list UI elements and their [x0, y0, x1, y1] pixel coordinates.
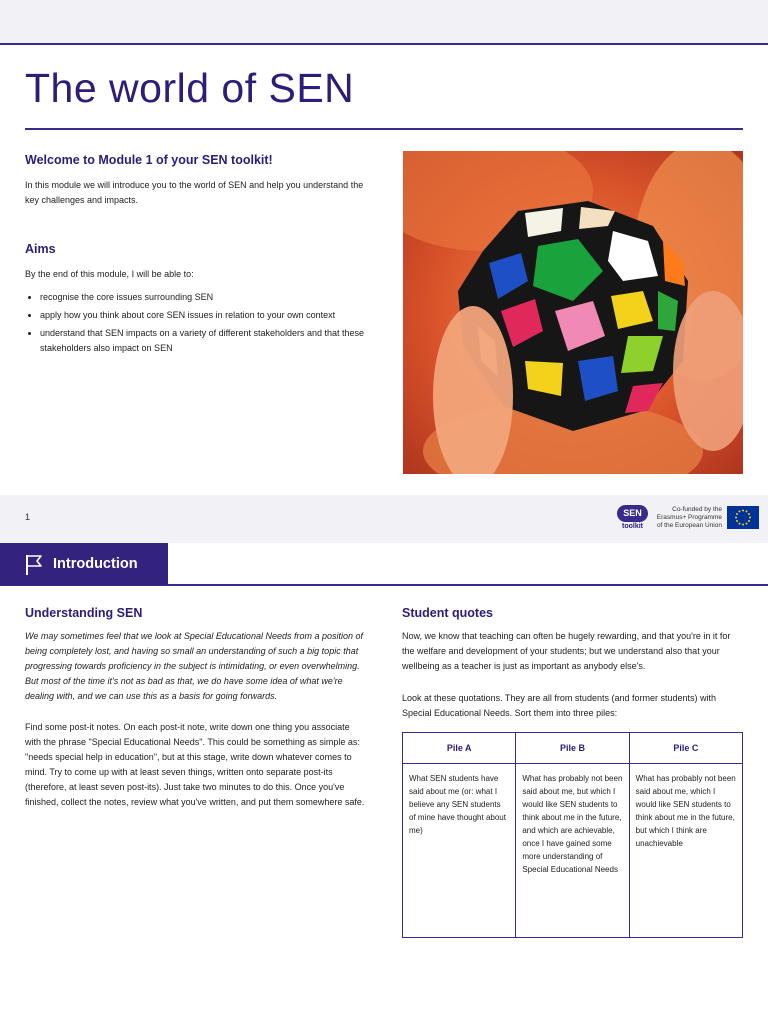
- page-1: [0, 43, 768, 496]
- aims-list: [25, 290, 370, 359]
- pile-a-header: Pile A: [403, 733, 516, 764]
- quotes-text: Now, we know that teaching can often be hugely rewarding, and that you're in it for the welfare and development of your students; but we understand also that your wellbeing as a teacher is just as important as anybody else's.: [402, 631, 731, 671]
- sen-toolkit-logo: [617, 505, 648, 533]
- understanding-heading: Understanding SEN: [25, 606, 143, 620]
- aims-item: • recognise the core issues surrounding SEN: [40, 290, 370, 305]
- megaminx-puzzle-image: [403, 151, 743, 474]
- section-label: Introduction: [53, 556, 138, 572]
- page-number: 1: [25, 512, 31, 522]
- pile-b-header: Pile B: [516, 733, 629, 764]
- quotes-heading: Student quotes: [402, 606, 493, 620]
- understanding-intro: We may sometimes feel that we look at Special Educational Needs from a position of being completely lost, and having so small an understanding of such a big topic that progressing towards proficiency in the subject is intimidating, or even overwhelming. But most of the time it's not as bad as that, we do have some idea of what we're dealing with, and we can use this as a basis for going forwards.: [25, 631, 364, 701]
- page-footer: [0, 495, 768, 543]
- logo-word: toolkit: [622, 523, 643, 530]
- top-margin: [0, 0, 768, 42]
- aims-item: • understand that SEN impacts on a variety of different stakeholders and that these stakeholders also impact on SEN: [40, 326, 370, 356]
- eu-funding-text: Co-funded by the Erasmus+ Programme of the European Union: [656, 506, 722, 529]
- quotes-instruction: Look at these quotations. They are all from students (and former students) with Special Educational Needs. Sort them into three piles:: [402, 693, 716, 718]
- aims-item: • apply how you think about core SEN issues in relation to your own context: [40, 308, 370, 323]
- pile-c-header: Pile C: [629, 733, 742, 764]
- pile-a-description: What SEN students have said about me (or: what I believe any SEN students of mine have thought about me): [403, 764, 516, 938]
- understanding-activity: Find some post-it notes. On each post-it note, write down one thing you associate with the phrase "Special Educational Needs". This could be something as simple as: "needs special help in education", but at this stage, write down whatever comes to mind. Try to come up with at least seven things, written onto separate post-its (therefore, at least seven post-its). Just take two minutes to do this. Once you've finished, collect the notes, review what you've written, and put them somewhere safe.: [25, 722, 365, 807]
- pile-b-description: What has probably not been said about me, but which I would like SEN students to think about me in the future, and which are achievable, once I have gained some more understanding of Special Educational Needs: [516, 764, 629, 938]
- aims-heading: Aims: [25, 242, 56, 256]
- section-tab-introduction: [0, 543, 168, 585]
- piles-table: [402, 732, 743, 938]
- page-title: The world of SEN: [25, 65, 355, 111]
- flag-icon: [24, 554, 44, 576]
- logo-badge: SEN: [617, 505, 648, 522]
- title-divider: [25, 128, 743, 130]
- pile-c-description: What has probably not been said about me, which I would like SEN students to think about me in the future, but which I think are unachievable: [629, 764, 742, 938]
- welcome-text: In this module we will introduce you to the world of SEN and help you understand the key challenges and impacts.: [25, 180, 364, 205]
- eu-flag-icon: [727, 506, 759, 529]
- aims-intro: By the end of this module, I will be able to:: [25, 269, 194, 279]
- page-2: [0, 543, 768, 1024]
- welcome-heading: Welcome to Module 1 of your SEN toolkit!: [25, 153, 273, 167]
